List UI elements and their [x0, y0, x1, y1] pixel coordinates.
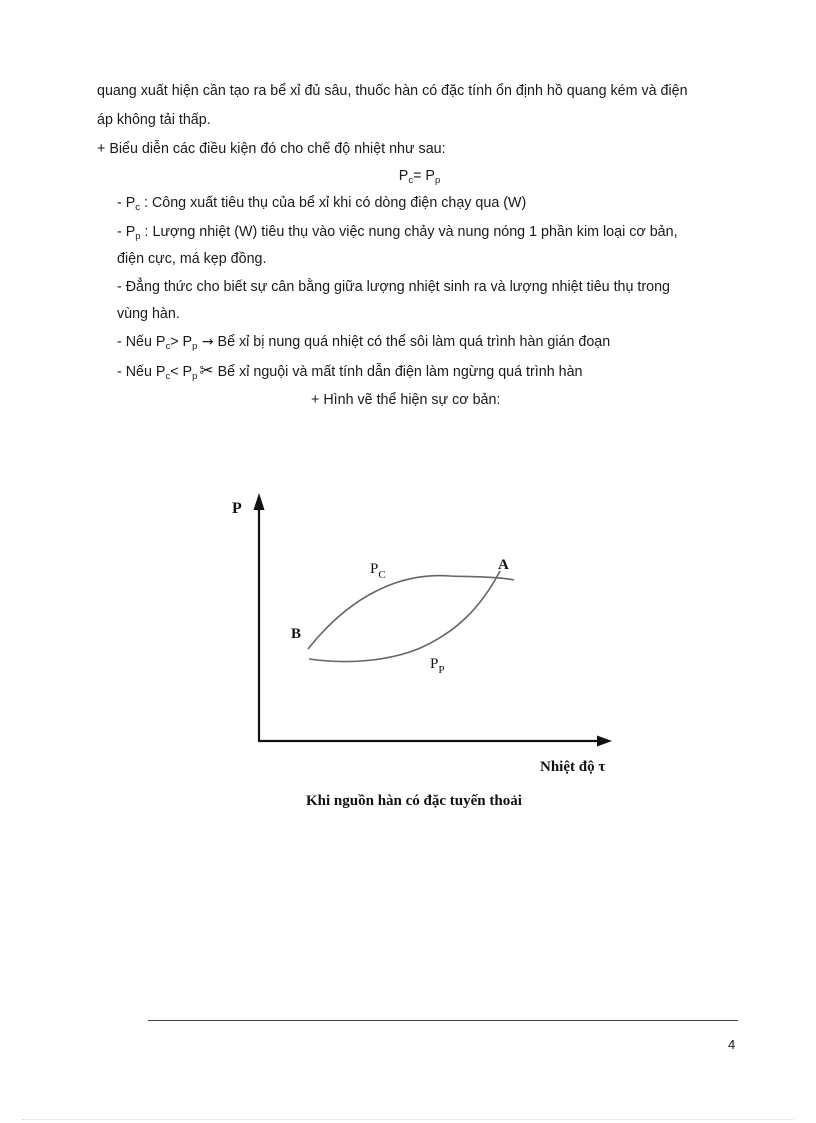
- page-number: 4: [728, 1037, 736, 1052]
- definition-pp: - $P_p$ : Lượng nhiệt (W) tiêu thụ vào việc nung chảy và nung nóng 1 phần kim loại cơ bản,: [117, 224, 678, 242]
- footer-rule: [148, 1020, 738, 1021]
- paragraph-line: - Đẳng thức cho biết sự cân bằng giữa lượng nhiệt sinh ra và lượng nhiệt tiêu thụ trong: [117, 279, 671, 295]
- y-axis-label: P: [232, 500, 242, 517]
- figure-intro: + Hình vẽ thể hiện sự cơ bản:: [311, 392, 501, 408]
- curve-pc-label: $P_C$: [370, 561, 386, 581]
- x-axis-arrow-icon: [597, 736, 612, 747]
- point-b-label: B: [291, 626, 302, 642]
- scissors-icon: ✂: [199, 361, 214, 381]
- figure-caption: Khi nguồn hàn có đặc tuyến thoải: [306, 793, 522, 809]
- balance-equation: $P_c= P_p$: [398, 168, 441, 186]
- paragraph-line: áp không tải thấp.: [97, 112, 211, 128]
- paragraph-line: quang xuất hiện cần tạo ra bể xỉ đủ sâu, thuốc hàn có đặc tính ổn định hồ quang kém và điện: [97, 83, 688, 99]
- section-heading: + Biểu diễn các điều kiện đó cho chế độ nhiệt như sau:: [97, 141, 446, 157]
- x-axis-label: Nhiệt độ τ: [540, 759, 606, 775]
- point-a-label: A: [498, 557, 509, 573]
- x-axis: [258, 736, 612, 747]
- curve-pp: [309, 571, 500, 662]
- condition-overheat: - Nếu $P_c> P_p$ → Bể xỉ bị nung quá nhiệt có thể sôi làm quá trình hàn gián đoạn: [117, 334, 611, 352]
- paragraph-line: điện cực, má kẹp đồng.: [117, 251, 267, 267]
- curve-pp-label: $P_P$: [430, 656, 445, 676]
- paragraph-line: vùng hàn.: [117, 306, 180, 322]
- y-axis-arrow-icon: [254, 493, 265, 510]
- curve-pc: [308, 576, 514, 649]
- definition-pc: - $P_c$ : Công xuất tiêu thụ của bể xỉ khi có dòng điện chạy qua (W): [117, 195, 527, 213]
- condition-cooling: - Nếu $P_c< P_p$ ✂ Bể xỉ nguội và mất tính dẫn điện làm ngừng quá trình hàn: [117, 361, 583, 382]
- y-axis: [254, 493, 265, 741]
- right-arrow-icon: →: [197, 334, 214, 350]
- page-bottom-border: [22, 1119, 794, 1120]
